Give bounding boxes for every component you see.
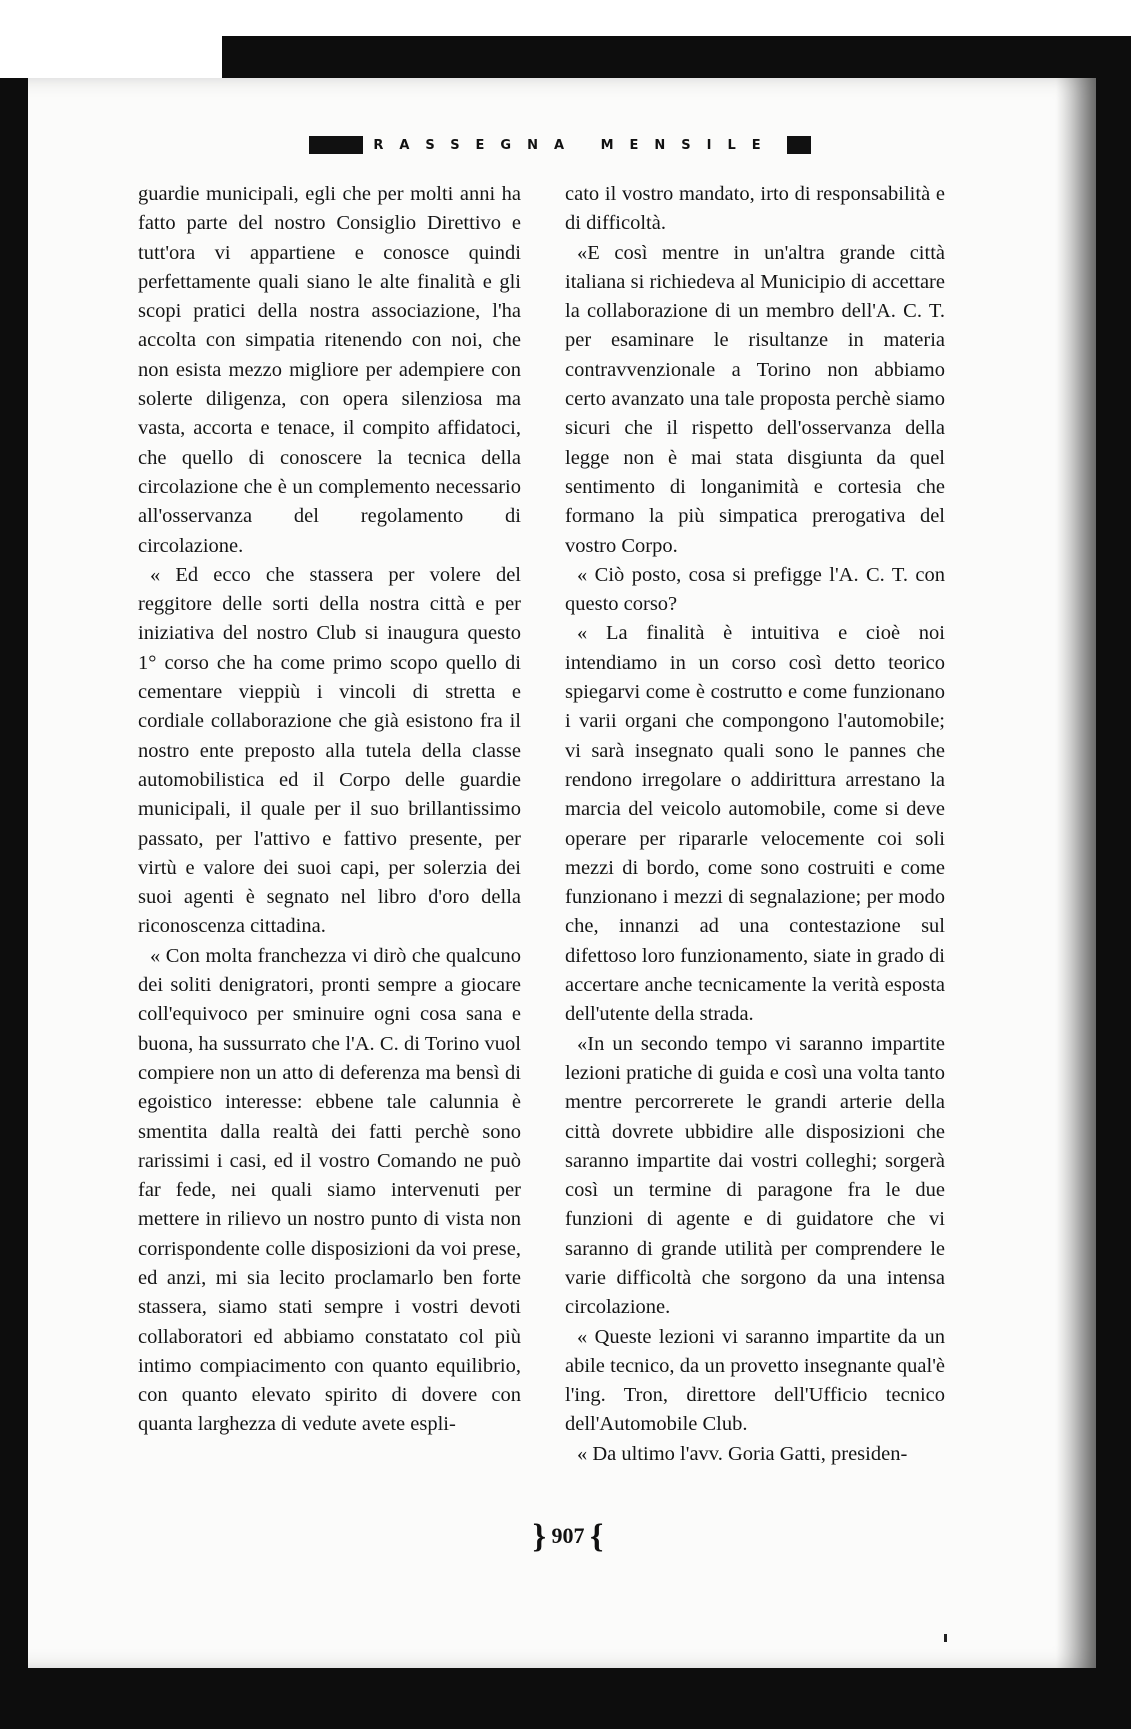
paragraph: guardie municipali, egli che per molti anni ha fatto parte del nostro Consiglio Direttivo e tutt'ora vi appartiene e conosce quindi perfettamente quali siano le alte finalità e gli scopi pratici della nostra associazione, l'ha accolta con simpatia ritenendo con noi, che non esista mezzo migliore per adempiere con solerte diligenza, con opera silenziosa ma vasta, accorta e tenace, il compito affidatoci, che quello di conoscere la tecnica della circolazione che è un complemento necessario all'osservanza del regolamento di circolazione. xyxy=(138,183,521,557)
paragraph: cato il vostro mandato, irto di responsabilità e di difficoltà. xyxy=(565,183,945,235)
paragraph: « La finalità è intuitiva e cioè noi intendiamo in un corso così detto teorico spiegarvi come è costrutto e come funzionano i varii organi che compongono l'automobile; vi sarà insegnato quali sono le pannes che rendono irregolare o addirittura arrestano la marcia del veicolo automobile, come si deve operare per ripararle velocemente coi soli mezzi di bordo, come sono costruiti e come funzionano i mezzi di segnalazione; per modo che, innanzi ad una contestazione sul difettoso loro funzionamento, siate in grado di accertare anche tecnicamente la verità esposta dell'utente della strada. xyxy=(565,622,945,1026)
running-head-ornament-right xyxy=(787,136,811,154)
page-number-value: 907 xyxy=(551,1523,585,1548)
page-gutter-shadow xyxy=(1056,78,1096,1668)
running-head-title: RASSEGNA MENSILE xyxy=(373,137,777,153)
paragraph: «E così mentre in un'altra grande città italiana si richiedeva al Municipio di accettare la collaborazione di un membro dell'A. C. T. per esaminare le risultanze in materia contravvenzionale a Torino non abbiamo certo avanzato una tale proposta perchè siamo sicuri che il rispetto dell'osservanza della legge non è mai stata disgiunta da quel sentimento di longanimità e cortesia che formano la più simpatica prerogativa del vostro Corpo. xyxy=(565,241,945,557)
page-number xyxy=(498,1518,638,1556)
paragraph: « Con molta franchezza vi dirò che qualcuno dei soliti denigratori, pronti sempre a giocare coll'equivoco per sminuire ogni cosa sana e buona, ha sussurrato che l'A. C. di Torino vuol compiere non un atto di deferenza ma bensì di egoistico interesse: ebbene tale calunnia è smentita dalla realtà dei fatti perchè sono rarissimi i casi, ed il vostro Comando ne può far fede, nei quali siamo intervenuti per mettere in rilievo un nostro punto di vista non corrispondente colle disposizioni da voi prese, ed anzi, mi sia lecito proclamarlo ben forte stassera, siamo stati sempre i vostri devoti collaboratori ed abbiamo constatato col più intimo compiacimento con quanto equilibrio, con quanto elevato spirito di dovere con quanta larghezza di vedute avete espli- xyxy=(138,944,521,1436)
scan-corner xyxy=(0,0,222,78)
brace-right-ornament: { xyxy=(590,1518,604,1555)
paragraph: «In un secondo tempo vi saranno impartite lezioni pratiche di guida e così una volta tanto mentre percorrerete le grandi arterie della città dovrete ubbidire alle disposizioni che saranno impartite dai vostri colleghi; sorgerà così un termine di paragone fra le due funzioni di agente e di guidatore che vi saranno di grande utilità per comprendere le varie difficoltà che sorgono da una intensa circolazione. xyxy=(565,1032,945,1319)
paragraph: « Ed ecco che stassera per volere del reggitore delle sorti della nostra città e per iniziativa del nostro Club si inaugura questo 1° corso che ha come primo scopo quello di cementare vieppiù i vincoli di stretta e cordiale collaborazione che già esistono fra il nostro ente preposto alla tutela della classe automobilistica ed il Corpo delle guardie municipali, il quale per il suo brillantissimo passato, per l'attivo e fattivo presente, per virtù e valore dei suoi capi, per solerzia dei suoi agenti è segnato nel libro d'oro della riconoscenza cittadina. xyxy=(138,563,521,938)
running-head-ornament-left xyxy=(309,136,363,154)
ink-speck xyxy=(944,1634,947,1642)
paragraph: « Queste lezioni vi saranno impartite da un abile tecnico, da un provetto insegnante qual'è l'ing. Tron, direttore dell'Ufficio tecnico dell'Automobile Club. xyxy=(565,1325,945,1436)
book-page xyxy=(28,78,1096,1668)
brace-left-ornament: } xyxy=(532,1518,546,1555)
paragraph: « Ciò posto, cosa si prefigge l'A. C. T. con questo corso? xyxy=(565,563,945,616)
right-column xyxy=(565,180,945,1469)
paragraph: « Da ultimo l'avv. Goria Gatti, presiden- xyxy=(577,1442,908,1465)
left-column xyxy=(138,180,521,1440)
running-head xyxy=(285,134,835,156)
